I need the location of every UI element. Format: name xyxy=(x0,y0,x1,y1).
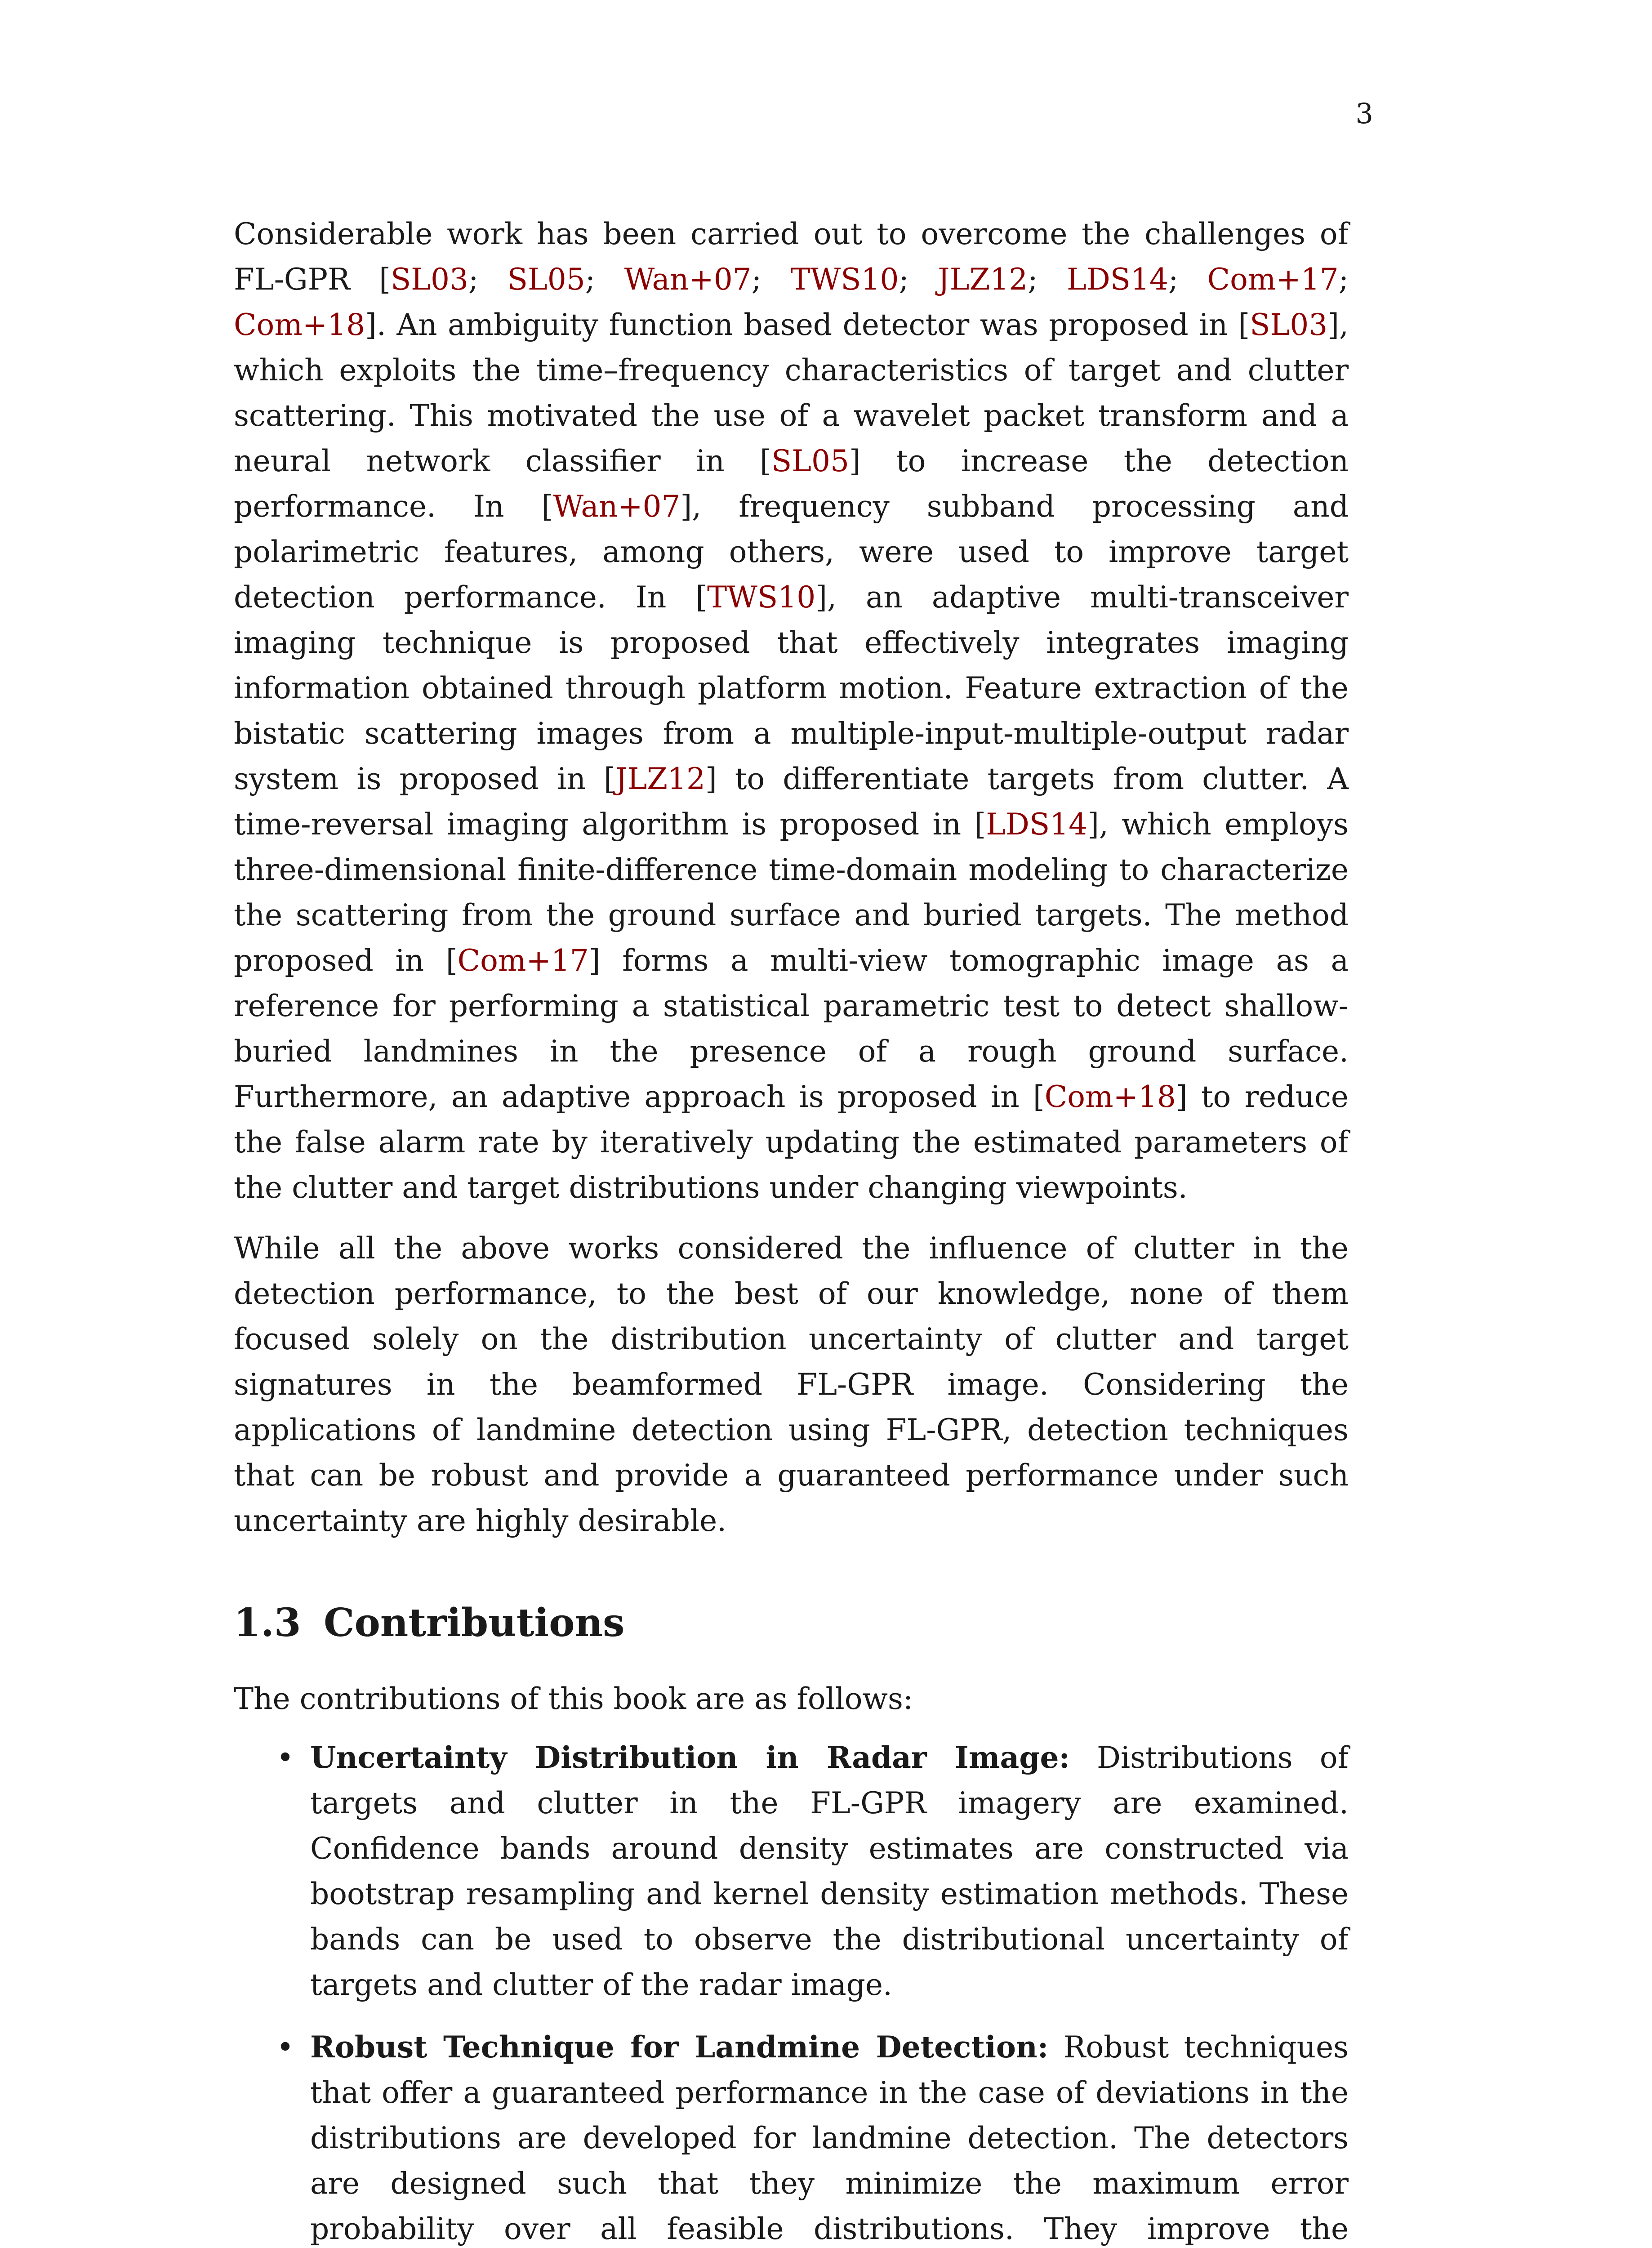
citation-link[interactable]: JLZ12 xyxy=(615,762,706,796)
citation-link[interactable]: LDS14 xyxy=(986,807,1088,842)
contribution-text: Robust techniques that offer a guaranteed performance in the case of deviations in the distributions are developed for landmine detection. The detectors are designed such that they minimize the maximum error probability over all feasible distributions. They improve the xyxy=(310,2029,1349,2246)
contributions-intro: The contributions of this book are as follows: xyxy=(234,1681,913,1716)
citation-link[interactable]: Wan+07 xyxy=(553,489,681,524)
contribution-lead: Uncertainty Distribution in Radar Image: xyxy=(310,1740,1070,1775)
contribution-text: Distributions of targets and clutter in the FL-GPR imagery are examined. Confidence bands around density estimates are constructed via bootstrap resampling and kernel density estimation methods. These bands can be used to observe the distributional uncertainty of targets and clutter of the radar image. xyxy=(310,1740,1349,2002)
list-item xyxy=(234,1735,1349,2007)
bullet-icon: • xyxy=(276,2029,294,2065)
citation-link[interactable]: Com+18 xyxy=(1044,1079,1176,1114)
section-title: Contributions xyxy=(324,1600,625,1646)
citation-link[interactable]: SL05 xyxy=(507,262,585,297)
contribution-lead: Robust Technique for Landmine Detection: xyxy=(310,2029,1049,2065)
list-item xyxy=(234,2025,1349,2248)
citation-link[interactable]: Com+18 xyxy=(234,308,365,342)
page-number: 3 xyxy=(1355,97,1373,130)
paragraph-related-work: Considerable work has been carried out to overcome the challenges of FL-GPR [SL03; SL05; Wan+07; TWS10; JLZ12; LDS14; Com+17; Com+18]. An ambiguity function based detector was proposed in [SL03], which exploits the time–frequency characteristics of target and clutter scattering. This motivated the use of a wavelet packet transform and a neural network classifier in [SL05] to increase the detection performance. In [Wan+07], frequency subband processing and polarimetric features, among others, were used to improve target detection performance. In [TWS10], an adaptive multi-transceiver imaging technique is proposed that effectively integrates imaging information obtained through platform motion. Feature extraction of the bistatic scattering images from a multiple-input-multiple-output radar system is proposed in [JLZ12] to differentiate targets from clutter. A time-reversal imaging algorithm is proposed in [LDS14], which employs three-dimensional finite-difference time-domain modeling to characterize the scattering from the ground surface and buried targets. The method proposed in [Com+17] forms a multi-view tomographic image as a reference for performing a statistical parametric test to detect shallow-buried landmines in the presence of a rough ground surface. Furthermore, an adaptive approach is proposed in [Com+18] to reduce the false alarm rate by iteratively updating the estimated parameters of the clutter and target distributions under changing viewpoints. xyxy=(234,217,1349,1205)
paragraph-research-gap: While all the above works considered the influence of clutter in the detection performance, to the best of our knowledge, none of them focused solely on the distribution uncertainty of clutter and target signatures in the beamformed FL-GPR image. Considering the applications of landmine detection using FL-GPR, detection techniques that can be robust and provide a guaranteed performance under such uncertainty are highly desirable. xyxy=(234,1231,1349,1538)
citation-link[interactable]: SL03 xyxy=(1250,308,1328,342)
citation-link[interactable]: Wan+07 xyxy=(624,262,752,297)
citation-link[interactable]: LDS14 xyxy=(1067,262,1168,297)
citation-link[interactable]: SL05 xyxy=(771,444,849,478)
section-heading xyxy=(234,1602,1349,1645)
citation-link[interactable]: TWS10 xyxy=(790,262,899,297)
section-number: 1.3 xyxy=(234,1600,301,1646)
contributions-list xyxy=(234,1735,1349,2248)
citation-link[interactable]: Com+17 xyxy=(1207,262,1339,297)
citation-link[interactable]: TWS10 xyxy=(707,580,816,615)
bullet-icon: • xyxy=(276,1740,294,1775)
citation-link[interactable]: Com+17 xyxy=(457,943,589,978)
citation-link[interactable]: SL03 xyxy=(390,262,468,297)
citation-link[interactable]: JLZ12 xyxy=(938,262,1028,297)
page-content xyxy=(234,211,1349,2248)
